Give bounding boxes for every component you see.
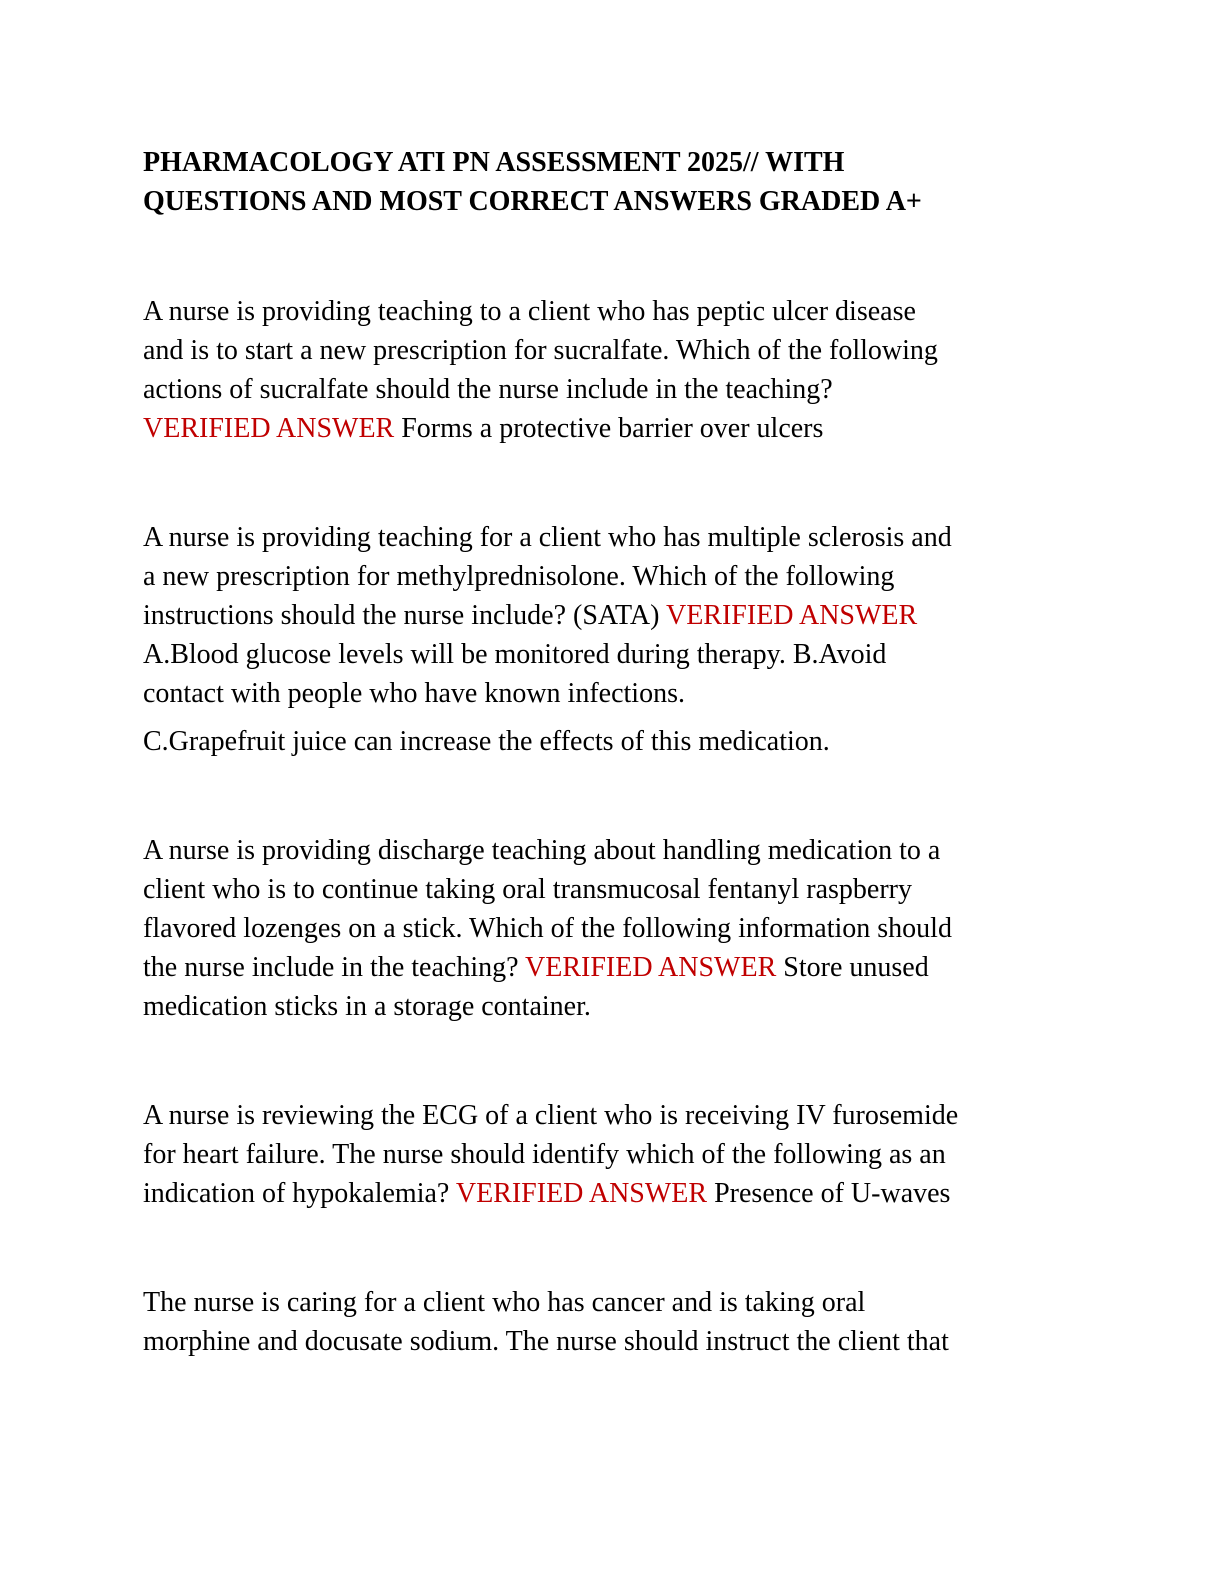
question-line: client who is to continue taking oral transmucosal fentanyl raspberry [143, 874, 913, 905]
question-block-1 [143, 292, 1073, 448]
answer-text: A.Blood glucose levels will be monitored during therapy. B.Avoid [143, 639, 887, 670]
question-block-3 [143, 831, 1073, 1026]
question-line: a new prescription for methylprednisolone. Which of the following [143, 561, 895, 592]
question-line [143, 948, 1073, 987]
verified-answer-label: VERIFIED ANSWER [525, 952, 777, 983]
question-text: instructions should the nurse include? (SATA) [143, 600, 660, 631]
answer-text: Store unused [783, 952, 929, 983]
question-block-5 [143, 1283, 1073, 1361]
question-line [143, 1174, 1073, 1213]
question-line: A nurse is providing teaching for a client who has multiple sclerosis and [143, 522, 952, 553]
title-line-2: QUESTIONS AND MOST CORRECT ANSWERS GRADED A+ [143, 186, 922, 217]
question-line: A nurse is providing teaching to a client who has peptic ulcer disease [143, 296, 916, 327]
question-block-4 [143, 1096, 1073, 1213]
verified-answer-label: VERIFIED ANSWER [665, 600, 918, 631]
question-line: flavored lozenges on a stick. Which of the following information should [143, 913, 952, 944]
answer-text: medication sticks in a storage container. [143, 991, 591, 1022]
answer-text: contact with people who have known infections. [143, 678, 685, 709]
question-text: the nurse include in the teaching? [143, 952, 519, 983]
question-line: The nurse is caring for a client who has cancer and is taking oral [143, 1287, 866, 1318]
verified-answer-label: VERIFIED ANSWER [455, 1178, 708, 1209]
verified-answer-label: VERIFIED ANSWER [143, 413, 395, 444]
question-text: indication of hypokalemia? [143, 1178, 450, 1209]
answer-line [143, 409, 1073, 448]
question-line: actions of sucralfate should the nurse include in the teaching? [143, 374, 833, 405]
question-line: A nurse is providing discharge teaching about handling medication to a [143, 835, 941, 866]
question-line: A nurse is reviewing the ECG of a client who is receiving IV furosemide [143, 1100, 959, 1131]
document-page [143, 143, 1073, 1361]
answer-text: Presence of U-waves [714, 1178, 951, 1209]
question-line: for heart failure. The nurse should identify which of the following as an [143, 1139, 946, 1170]
question-line [143, 596, 1073, 635]
title-line-1: PHARMACOLOGY ATI PN ASSESSMENT 2025// WITH [143, 147, 845, 178]
answer-text-extra: C.Grapefruit juice can increase the effects of this medication. [143, 726, 830, 757]
question-block-2 [143, 518, 1073, 761]
question-line: and is to start a new prescription for sucralfate. Which of the following [143, 335, 938, 366]
question-line: morphine and docusate sodium. The nurse should instruct the client that [143, 1326, 949, 1357]
answer-text: Forms a protective barrier over ulcers [401, 413, 824, 444]
document-title [143, 143, 1073, 221]
